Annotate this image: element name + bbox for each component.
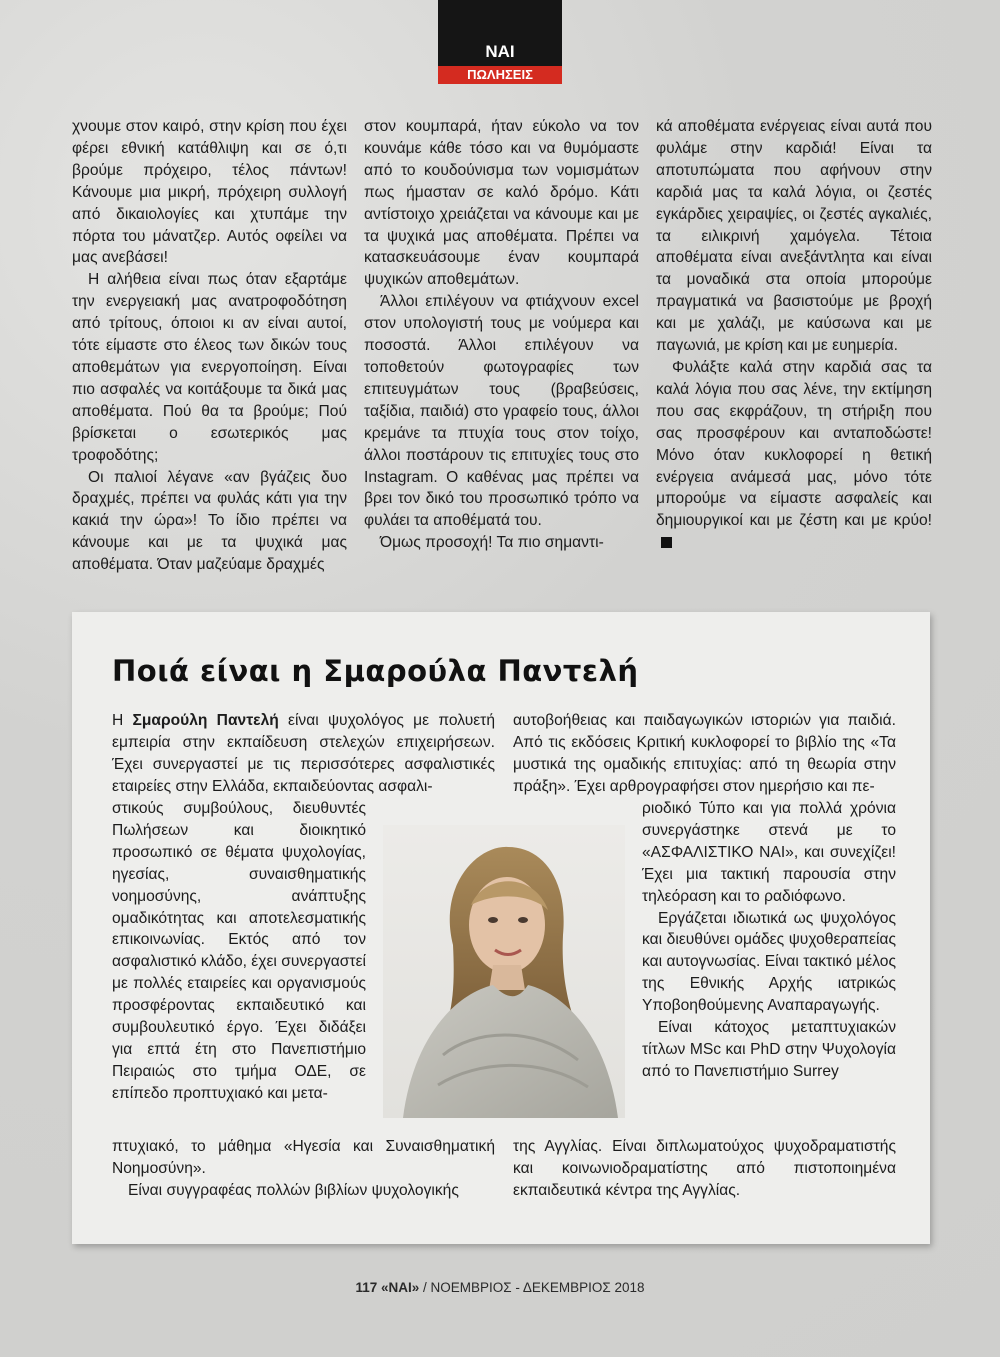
paragraph: χνουμε στον καιρό, στην κρίση που έχει φέρει εθνική κατάθλιψη και σε ό,τι βρούμε πρόχειρο, τέλος πάντων! Κάνουμε μια μικρή, πρόχειρη συλλογή από δικαιολογίες και χτυπάμε την πόρτα του μάνατζερ. Αυτός οφείλει να μας ανεβάσει! <box>72 118 347 267</box>
article-column-2 <box>364 116 639 554</box>
paragraph <box>656 357 932 554</box>
magazine-tag: ΝΑΙ <box>438 0 562 66</box>
bio-left-top <box>112 710 495 798</box>
page-number: 117 <box>355 1280 378 1295</box>
bio-left-wrap <box>112 798 366 1105</box>
bio-box <box>72 612 930 1244</box>
bio-right-wrap <box>642 798 896 1083</box>
portrait-photo <box>383 825 625 1118</box>
bio-name: Σμαρούλη Παντελή <box>132 712 279 729</box>
paragraph: στον κουμπαρά, ήταν εύκολο να τον κουνάμε κάθε τόσο και να θυμόμαστε από το κουδούνισμα των νομισμάτων πως ήμασταν σε καλό δρόμο. Κάτι αντίστοιχο χρειάζεται να κάνουμε και με τα ψυχικά μας αποθέματα. Πρέπει να κατασκευάσουμε έναν κουμπαρά ψυχικών αποθεμάτων. <box>364 118 639 289</box>
intro-article: Η <box>112 712 124 729</box>
bio-text: Είναι κάτοχος μεταπτυχιακών τίτλων MSc και PhD στην Ψυχολογία από το Πανεπιστήμιο Surrey <box>642 1019 896 1080</box>
paragraph: Άλλοι επιλέγουν να φτιάχνουν excel στον υπολογιστή τους με νούμερα και ποσοστά. Άλλοι επιλέγουν να τοποθετούν φωτογραφίες των επιτευγμάτων τους (βραβεύσεις, ταξίδια, παιδιά) στο γραφείο τους, άλλοι κρεμάνε τα πτυχία τους στον τοίχο, άλλοι ποστάρουν τις επιτυχίες τους στο Instagram. Ο καθένας μας πρέπει να βρει τον δικό του προσωπικό τρόπο να φυλάει τα αποθέματά του. <box>364 293 639 530</box>
page-footer <box>0 1280 1000 1295</box>
bio-text: της Αγγλίας. Είναι διπλωματούχος ψυχοδραματιστής και κοινωνιοδραματίστης από πιστοποιημένα εκπαιδευτικά κέντρα της Αγγλίας. <box>513 1138 896 1199</box>
article-body <box>72 116 932 586</box>
bio-text: ριοδικό Τύπο και για πολλά χρόνια συνεργάστηκε στενά με το «ΑΣΦΑΛΙΣΤΙΚΟ ΝΑΙ», και συνεχίζει! Έχει μια τακτική παρουσία στην τηλεόραση και το ραδιόφωνο. <box>642 800 896 905</box>
issue-date: / ΝΟΕΜΒΡΙΟΣ - ΔΕΚΕΜΒΡΙΟΣ 2018 <box>423 1280 645 1295</box>
section-label: ΠΩΛΗΣΕΙΣ <box>438 66 562 84</box>
section-tab <box>438 0 562 84</box>
end-of-article-mark <box>661 537 672 548</box>
bio-text: είναι ψυχολόγος με πολυετή εμπειρία στην εκπαίδευση στελεχών επιχειρήσεων. Έχει συνεργαστεί με τις περισσότερες ασφαλιστικές εταιρείες στην Ελλάδα, εκπαιδεύοντας ασφαλι- <box>112 712 496 795</box>
portrait-illustration <box>383 825 625 1118</box>
magazine-name: «ΝΑΙ» <box>380 1280 420 1295</box>
bio-text: αυτοβοήθειας και παιδαγωγικών ιστοριών για παιδιά. Από τις εκδόσεις Κριτική κυκλοφορεί το βιβλίο της «Τα μυστικά της ομαδικής επιτυχίας: από τη θεωρία στην πράξη». Έχει αρθρογραφήσει στον ημερήσιο και πε- <box>513 712 896 795</box>
paragraph: Όμως προσοχή! Τα πιο σημαντι- <box>380 534 604 552</box>
paragraph: κά αποθέματα ενέργειας είναι αυτά που φυλάμε στην καρδιά! Είναι τα αποτυπώματα που αφήνουν στην καρδιά μας τα καλά λόγια, οι ζεστές εγκάρδιες χειραψίες, οι ζεστές αγκαλιές, τα ειλικρινή χαμόγελα. Τέτοια αποθέματα είναι ανεξάντλητα και είναι τα μοναδικά στα οποία μπορούμε πραγματικά να βασιστούμε με βροχή και με χαλάζι, με καύσωνα και με παγωνιά, με κρίση και με ευημερία. <box>656 118 932 355</box>
bio-right-top <box>513 710 896 798</box>
bio-right-bottom <box>513 1136 896 1202</box>
bio-text: στικούς συμβούλους, διευθυντές Πωλήσεων και διοικητικό προσωπικό σε θέματα ψυχολογίας, ηγεσίας, συναισθηματικής νοημοσύνης, ανάπτυξης ομαδικότητας και αποτελεσματικής επικοινωνίας. Εκτός από τον ασφαλιστικό κλάδο, έχει συνεργαστεί με πολλές εταιρείες και οργανισμούς προσφέροντας εκπαιδευτικό και συμβουλευτικό έργο. Έχει διδάξει για επτά έτη στο Πανεπιστήμιο Πειραιώς στο τμήμα ΟΔΕ, σε επίπεδο προπτυχιακό και μετα- <box>112 800 366 1102</box>
bio-text: πτυχιακό, το μάθημα «Ηγεσία και Συναισθηματική Νοημοσύνη». <box>112 1138 495 1177</box>
bio-left-bottom <box>112 1136 495 1202</box>
paragraph-text: Φυλάξτε καλά στην καρδιά σας τα καλά λόγια που σας λένε, την εκτίμηση που σας εκφράζουν, τη στήριξη που σας προσφέρουν και ανταποδώστε! Μόνο όταν κυκλοφορεί η θετική ενέργεια ανάμεσά μας, μόνο τότε μπορούμε να είμαστε ασφαλείς και δημιουργικοί και με ζέστη και με κρύο! <box>656 358 932 530</box>
paragraph: Οι παλιοί λέγανε «αν βγάζεις δυο δραχμές, πρέπει να φυλάς κάτι για την κακιά την ώρα»! Το ίδιο πρέπει να κάνουμε και με τα ψυχικά μας αποθέματα. Όταν μαζεύαμε δραχμές <box>72 468 347 574</box>
bio-title: Ποιά είναι η Σμαρούλα Παντελή <box>112 654 639 688</box>
paragraph: Η αλήθεια είναι πως όταν εξαρτάμε την ενεργειακή μας ανατροφοδότηση από τρίτους, όποιοι κι αν είναι αυτοί, τότε είμαστε στο έλεος των δικών τους αποθεμάτων για ενεργοποίηση. Είναι πιο ασφαλές να κοιτάξουμε τα δικά μας αποθέματα. Πού θα τα βρούμε; Πού βρίσκεται ο εσωτερικός μας τροφοδότης; <box>72 271 347 464</box>
article-column-3 <box>656 116 932 554</box>
bio-text: Εργάζεται ιδιωτικά ως ψυχολόγος και διευθύνει ομάδες ψυχοθεραπείας και αυτογνωσίας. Είναι τακτικό μέλος της Εθνικής Αρχής ιατρικώς Υποβοηθούμενης Αναπαραγωγής. <box>642 909 896 1015</box>
bio-text: Είναι συγγραφέας πολλών βιβλίων ψυχολογικής <box>128 1181 459 1199</box>
article-column-1 <box>72 116 347 576</box>
